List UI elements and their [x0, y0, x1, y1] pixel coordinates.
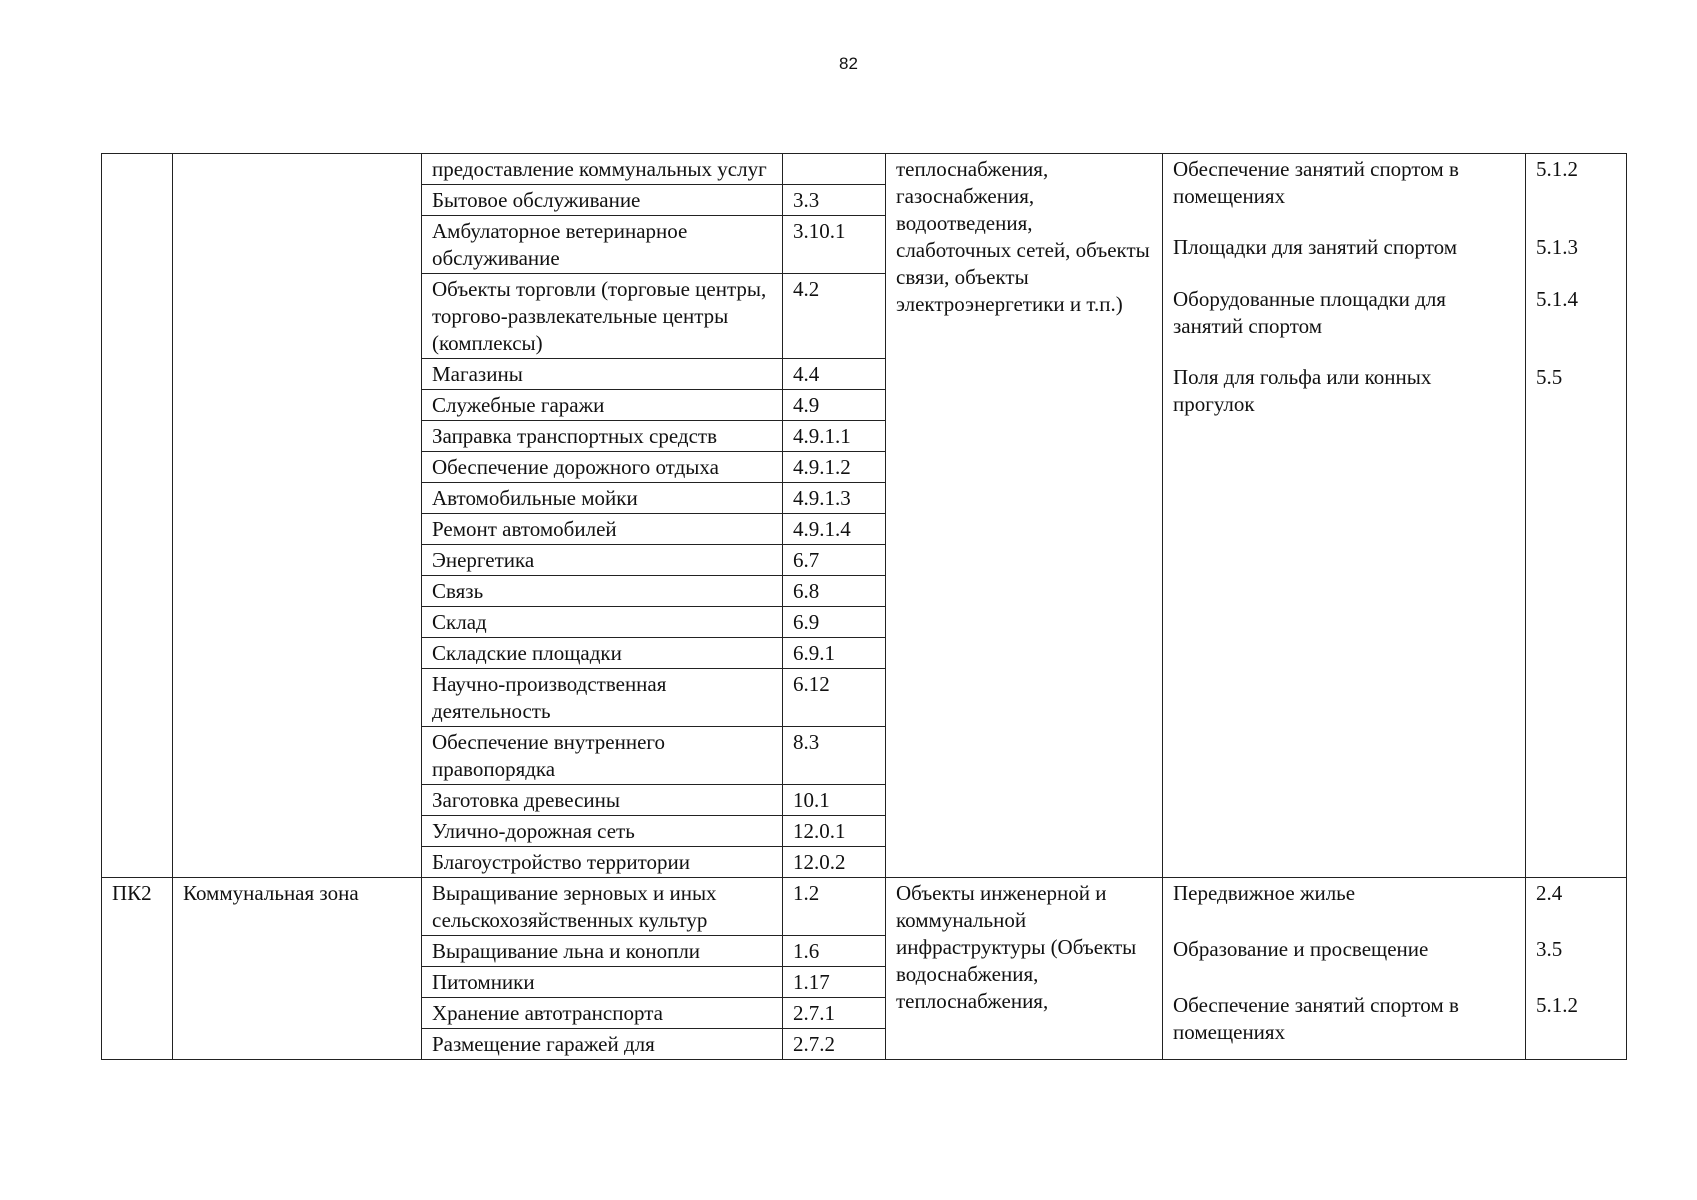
main-use-code: 4.9.1.3: [783, 483, 886, 514]
main-use-name: предоставление коммунальных услуг: [422, 154, 783, 185]
table-row: [102, 154, 1627, 185]
conditional-use-code: 5.5: [1536, 365, 1563, 389]
conditional-use-code: 5.1.2: [1536, 993, 1578, 1017]
zoning-table: [101, 153, 1627, 1060]
table-body: [102, 154, 1627, 1060]
conditional-use-name: Обеспечение занятий спортом в помещениях: [1173, 157, 1459, 208]
conditional-use-codes-cell: [1526, 878, 1627, 1060]
conditional-use-name: Оборудованные площадки для занятий спортом: [1173, 287, 1446, 338]
main-use-name: Склад: [422, 607, 783, 638]
main-use-name: Выращивание зерновых и иных сельскохозяйственных культур: [422, 878, 783, 936]
main-use-code: 1.17: [783, 967, 886, 998]
conditional-use-code: 5.1.2: [1536, 157, 1578, 181]
main-use-code: 10.1: [783, 785, 886, 816]
main-use-name: Служебные гаражи: [422, 390, 783, 421]
main-use-name: Энергетика: [422, 545, 783, 576]
auxiliary-use-cell: теплоснабжения, газоснабжения, водоотведения, слаботочных сетей, объекты связи, объекты электроэнергетики и т.п.): [886, 154, 1163, 878]
main-use-name: Выращивание льна и конопли: [422, 936, 783, 967]
conditional-use-name: Образование и просвещение: [1173, 937, 1429, 961]
conditional-use-name: Передвижное жилье: [1173, 881, 1356, 905]
main-use-name: Хранение автотранспорта: [422, 998, 783, 1029]
conditional-use-code: 2.4: [1536, 881, 1563, 905]
main-use-name: Размещение гаражей для: [422, 1029, 783, 1060]
main-use-code: 8.3: [783, 727, 886, 785]
conditional-use-name: Обеспечение занятий спортом в помещениях: [1173, 993, 1459, 1044]
main-use-code: [783, 154, 886, 185]
main-use-code: 4.2: [783, 274, 886, 359]
conditional-use-names-cell: [1163, 154, 1526, 878]
main-use-name: Магазины: [422, 359, 783, 390]
main-use-code: 6.8: [783, 576, 886, 607]
main-use-name: Заготовка древесины: [422, 785, 783, 816]
main-use-code: 1.2: [783, 878, 886, 936]
main-use-name: Благоустройство территории: [422, 847, 783, 878]
main-use-code: 4.9.1.4: [783, 514, 886, 545]
main-use-name: Обеспечение внутреннего правопорядка: [422, 727, 783, 785]
main-use-code: 4.9: [783, 390, 886, 421]
conditional-use-codes-cell: [1526, 154, 1627, 878]
main-use-name: Автомобильные мойки: [422, 483, 783, 514]
zone-name-cell: [173, 154, 422, 878]
main-use-name: Питомники: [422, 967, 783, 998]
conditional-use-code: 3.5: [1536, 937, 1563, 961]
conditional-use-code: 5.1.4: [1536, 287, 1578, 311]
main-use-code: 3.3: [783, 185, 886, 216]
main-use-code: 6.7: [783, 545, 886, 576]
table-row: [102, 878, 1627, 936]
main-use-name: Амбулаторное ветеринарное обслуживание: [422, 216, 783, 274]
main-use-name: Заправка транспортных средств: [422, 421, 783, 452]
main-use-code: 12.0.1: [783, 816, 886, 847]
zone-name-cell: Коммунальная зона: [173, 878, 422, 1060]
page-number: 82: [839, 54, 858, 73]
main-use-code: 12.0.2: [783, 847, 886, 878]
main-use-name: Объекты торговли (торговые центры, торгово-развлекательные центры (комплексы): [422, 274, 783, 359]
auxiliary-use-cell: Объекты инженерной и коммунальной инфраструктуры (Объекты водоснабжения, теплоснабжения,: [886, 878, 1163, 1060]
main-use-code: 6.12: [783, 669, 886, 727]
main-use-code: 2.7.2: [783, 1029, 886, 1060]
main-use-code: 4.4: [783, 359, 886, 390]
main-use-code: 4.9.1.2: [783, 452, 886, 483]
main-use-code: 4.9.1.1: [783, 421, 886, 452]
conditional-use-code: 5.1.3: [1536, 235, 1578, 259]
main-use-name: Складские площадки: [422, 638, 783, 669]
zone-code-cell: [102, 154, 173, 878]
main-use-name: Связь: [422, 576, 783, 607]
conditional-use-name: Поля для гольфа или конных прогулок: [1173, 365, 1432, 416]
conditional-use-names-cell: [1163, 878, 1526, 1060]
main-use-code: 6.9.1: [783, 638, 886, 669]
main-use-name: Бытовое обслуживание: [422, 185, 783, 216]
main-use-name: Обеспечение дорожного отдыха: [422, 452, 783, 483]
main-use-name: Научно-производственная деятельность: [422, 669, 783, 727]
conditional-use-name: Площадки для занятий спортом: [1173, 235, 1458, 259]
main-use-code: 6.9: [783, 607, 886, 638]
zone-code-cell: ПК2: [102, 878, 173, 1060]
main-use-code: 2.7.1: [783, 998, 886, 1029]
main-use-name: Ремонт автомобилей: [422, 514, 783, 545]
main-use-name: Улично-дорожная сеть: [422, 816, 783, 847]
main-use-code: 1.6: [783, 936, 886, 967]
main-use-code: 3.10.1: [783, 216, 886, 274]
